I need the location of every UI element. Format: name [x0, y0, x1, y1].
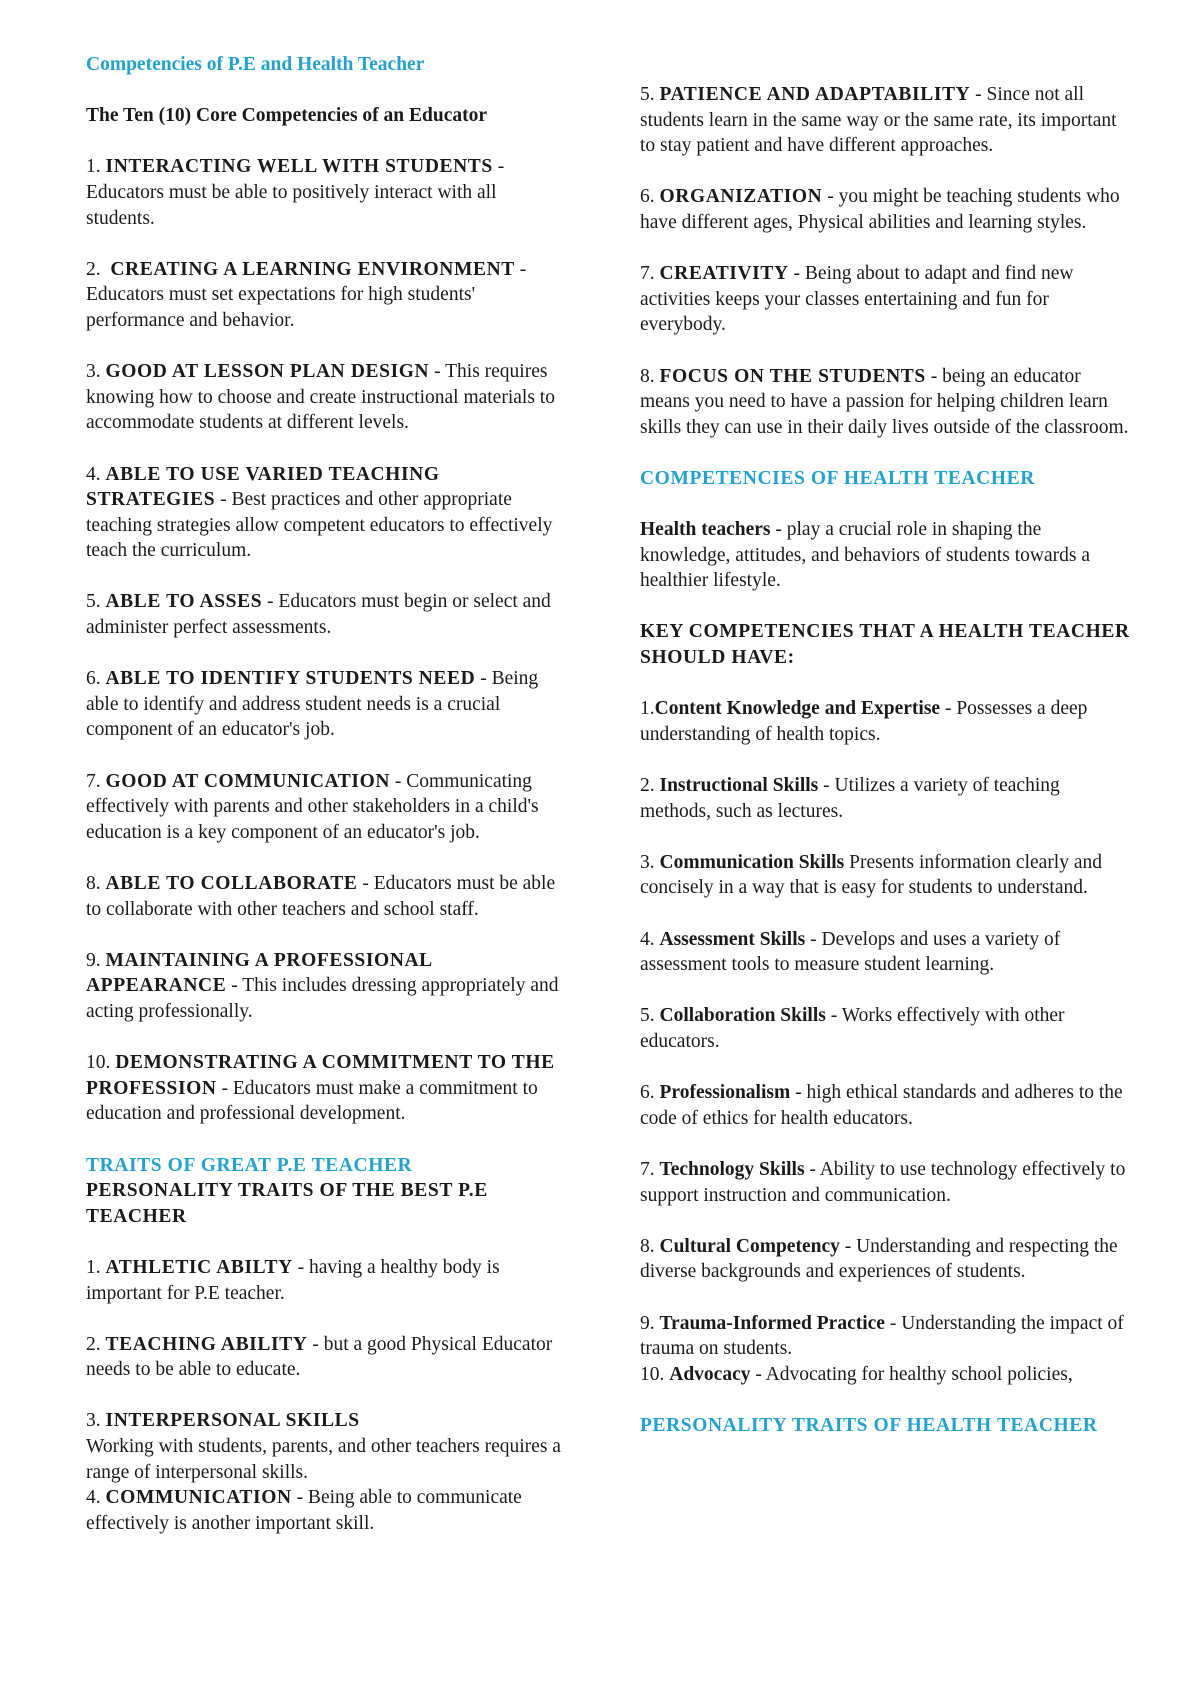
key-item-9: 9. Trauma-Informed Practice - Understanding the impact of trauma on students. — [640, 1312, 1124, 1360]
core-item-9: 9. MAINTAINING A PROFESSIONAL APPEARANCE - This includes dressing appropriately and acting professionally. — [86, 949, 559, 1022]
key-item-7: 7. Technology Skills - Ability to use technology effectively to support instruction and communication. — [640, 1158, 1126, 1206]
key-competencies-heading: KEY COMPETENCIES THAT A HEALTH TEACHER SHOULD HAVE: — [640, 621, 1130, 669]
core-item-8: 8. ABLE TO COLLABORATE - Educators must be able to collaborate with other teachers and school staff. — [86, 873, 556, 920]
core-competencies-heading: The Ten (10) Core Competencies of an Educator — [86, 105, 487, 127]
key-item-1: 1.Content Knowledge and Expertise - Possesses a deep understanding of health topics. — [640, 698, 1088, 745]
trait-item-4: 4. COMMUNICATION - Being able to communicate effectively is another important skill. — [86, 1487, 522, 1534]
right-column — [640, 82, 1130, 1464]
traits-heading: TRAITS OF GREAT P.E TEACHER — [86, 1154, 413, 1176]
health-intro: Health teachers - play a crucial role in shaping the knowledge, attitudes, and behaviors of students towards a healthier lifestyle. — [640, 519, 1091, 592]
trait-item-3: 3. INTERPERSONAL SKILLS Working with students, parents, and other teachers requires a range of interpersonal skills. — [86, 1410, 561, 1483]
document-title: Competencies of P.E and Health Teacher — [86, 54, 425, 75]
personality-traits-heading: PERSONALITY TRAITS OF HEALTH TEACHER — [640, 1414, 1098, 1436]
core-item-10: 10. DEMONSTRATING A COMMITMENT TO THE PROFESSION - Educators must make a commitment to education and professional development. — [86, 1052, 555, 1125]
core-item-5: 5. ABLE TO ASSES - Educators must begin or select and administer perfect assessments. — [86, 591, 551, 639]
key-item-3: 3. Communication Skills Presents information clearly and concisely in a way that is easy for students to understand. — [640, 851, 1103, 899]
traits-subheading: PERSONALITY TRAITS OF THE BEST P.E TEACHER — [86, 1180, 488, 1227]
trait-item-1: 1. ATHLETIC ABILTY - having a healthy body is important for P.E teacher. — [86, 1256, 500, 1304]
core-item-6: 6. ABLE TO IDENTIFY STUDENTS NEED - Being able to identify and address student needs is a crucial component of an educator's job. — [86, 668, 539, 741]
core-item-2: 2. CREATING A LEARNING ENVIRONMENT - Educators must set expectations for high students' performance and behavior. — [86, 258, 527, 331]
trait-item-5: 5. PATIENCE AND ADAPTABILITY - Since not all students learn in the same way or the same rate, its important to stay patient and have different approaches. — [640, 84, 1117, 157]
trait-item-8: 8. FOCUS ON THE STUDENTS - being an educator means you need to have a passion for helping children learn skills they can use in their daily lives outside of the classroom. — [640, 365, 1129, 438]
key-item-6: 6. Professionalism - high ethical standards and adheres to the code of ethics for health educators. — [640, 1082, 1123, 1129]
key-item-4: 4. Assessment Skills - Develops and uses a variety of assessment tools to measure student learning. — [640, 928, 1061, 976]
trait-item-6: 6. ORGANIZATION - you might be teaching students who have different ages, Physical abilities and learning styles. — [640, 186, 1120, 233]
trait-item-7: 7. CREATIVITY - Being about to adapt and find new activities keeps your classes entertaining and fun for everybody. — [640, 263, 1074, 336]
key-item-10: 10. Advocacy - Advocating for healthy school policies, — [640, 1363, 1073, 1385]
key-item-8: 8. Cultural Competency - Understanding and respecting the diverse backgrounds and experiences of students. — [640, 1235, 1118, 1283]
key-item-5: 5. Collaboration Skills - Works effectively with other educators. — [640, 1005, 1065, 1052]
core-item-4: 4. ABLE TO USE VARIED TEACHING STRATEGIES - Best practices and other appropriate teaching strategies allow competent educators to effectively teach the curriculum. — [86, 463, 553, 562]
core-item-1: 1. INTERACTING WELL WITH STUDENTS - Educators must be able to positively interact with all students. — [86, 156, 505, 229]
core-item-3: 3. GOOD AT LESSON PLAN DESIGN - This requires knowing how to choose and create instructional materials to accommodate students at different levels. — [86, 361, 555, 434]
left-column — [86, 52, 568, 1562]
core-item-7: 7. GOOD AT COMMUNICATION - Communicating effectively with parents and other stakeholders in a child's education is a key component of an educator's job. — [86, 770, 539, 843]
trait-item-2: 2. TEACHING ABILITY - but a good Physical Educator needs to be able to educate. — [86, 1333, 553, 1381]
health-heading: COMPETENCIES OF HEALTH TEACHER — [640, 467, 1035, 489]
key-item-2: 2. Instructional Skills - Utilizes a variety of teaching methods, such as lectures. — [640, 775, 1060, 822]
